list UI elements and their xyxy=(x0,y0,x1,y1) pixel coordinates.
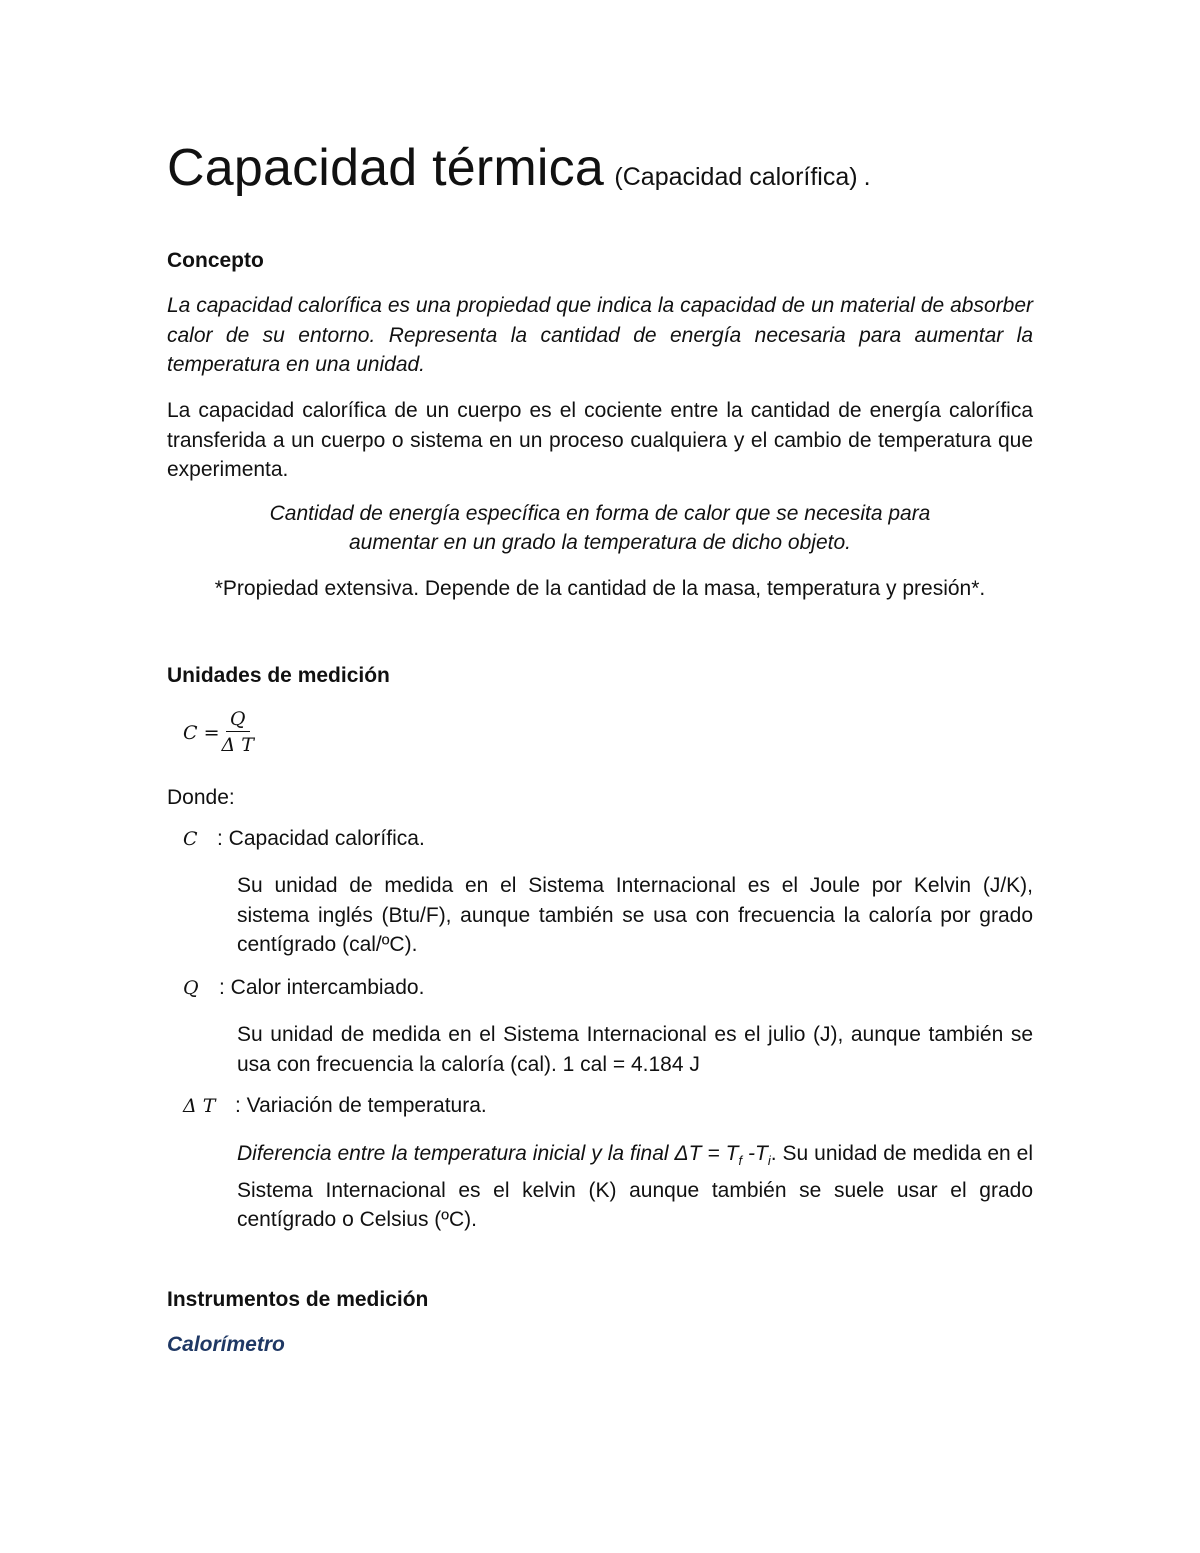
delta-t-detail-italic-2: -T xyxy=(742,1142,768,1165)
document-title xyxy=(167,138,871,198)
title-main: Capacidad térmica xyxy=(167,139,604,197)
formula-fraction xyxy=(222,708,254,757)
extensive-property-note: *Propiedad extensiva. Depende de la cantidad de la masa, temperatura y presión*. xyxy=(214,577,986,600)
definition-paragraph: La capacidad calorífica es una propiedad que indica la capacidad de un material de absorber calor de su entorno. Representa la cantidad de energía necesaria para aumentar la temperatura en una unidad. xyxy=(167,294,1033,376)
body-paragraph: La capacidad calorífica de un cuerpo es el cociente entre la cantidad de energía calorífica transferida a un cuerpo o sistema en un proceso cualquiera y el cambio de temperatura que experimenta. xyxy=(167,399,1033,481)
formula-denominator: Δ T xyxy=(221,734,254,756)
subscript-f: f xyxy=(738,1153,743,1169)
c-definition: : Capacidad calorífica. xyxy=(217,827,425,850)
delta-t-detail-italic: Diferencia entre la temperatura inicial y la final ΔT = T xyxy=(237,1142,739,1165)
heading-unidades: Unidades de medición xyxy=(167,664,390,687)
q-detail: Su unidad de medida en el Sistema Internacional es el julio (J), aunque también se usa con frecuencia la caloría (cal). 1 cal = 4.184 J xyxy=(237,1023,1033,1076)
delta-t-definition: : Variación de temperatura. xyxy=(235,1094,487,1117)
heading-instrumentos: Instrumentos de medición xyxy=(167,1288,429,1311)
symbol-q: Q xyxy=(183,977,199,999)
formula-numerator: Q xyxy=(226,708,250,732)
heading-concepto: Concepto xyxy=(167,249,264,272)
q-definition: : Calor intercambiado. xyxy=(219,976,425,999)
delta-t-detail-rest: . Su unidad de medida en el Sistema Internacional es el kelvin (K) aunque también se suele usar el grado centígrado o Celsius (ºC). xyxy=(237,1142,1034,1232)
formula-lhs: C = xyxy=(183,721,220,744)
calorimetro-link[interactable]: Calorímetro xyxy=(167,1333,285,1356)
symbol-delta-t: Δ T xyxy=(183,1095,216,1117)
quote-line-1: Cantidad de energía específica en forma de calor que se necesita para xyxy=(269,502,931,525)
donde-label: Donde: xyxy=(167,786,235,809)
subscript-i: i xyxy=(767,1153,771,1169)
delta-t-detail xyxy=(237,1139,1033,1235)
title-subtitle: (Capacidad calorífica) xyxy=(614,163,858,191)
title-dot: . xyxy=(863,163,871,191)
symbol-c: C xyxy=(183,828,198,850)
c-detail: Su unidad de medida en el Sistema Internacional es el Joule por Kelvin (J/K), sistema inglés (Btu/F), aunque también se usa con frecuencia la caloría por grado centígrado (cal/ºC). xyxy=(237,874,1033,956)
heat-capacity-formula xyxy=(183,708,254,757)
quote-line-2: aumentar en un grado la temperatura de dicho objeto. xyxy=(348,531,851,554)
